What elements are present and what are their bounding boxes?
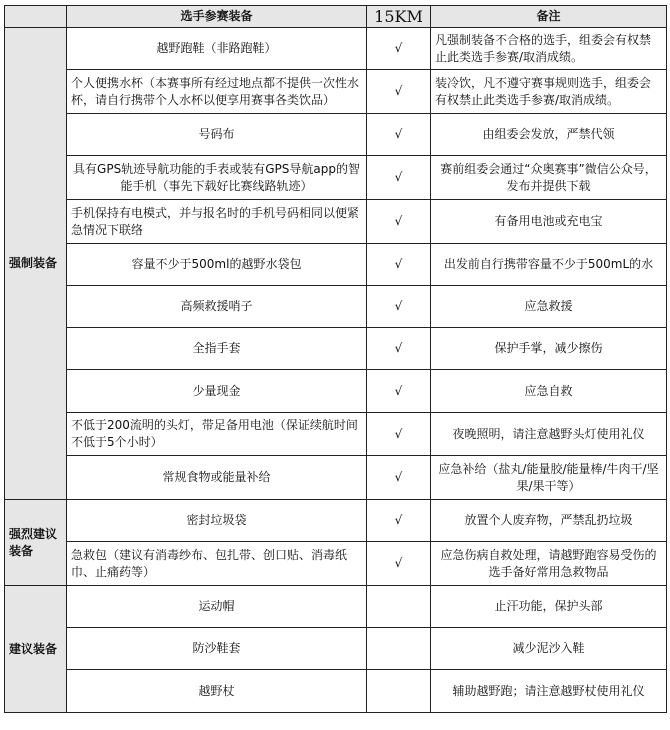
equipment-table — [4, 5, 667, 713]
category-strongly-recommended: 强烈建议装备 — [5, 500, 67, 586]
table-row — [5, 628, 667, 670]
note-cell: 由组委会发放，严禁代领 — [431, 114, 667, 156]
header-row — [5, 6, 667, 28]
check-cell: √ — [367, 413, 431, 456]
item-cell: 急救包（建议有消毒纱布、包扎带、创口贴、消毒纸巾、止痛药等） — [67, 542, 367, 586]
table-row — [5, 500, 667, 542]
note-cell: 夜晚照明，请注意越野头灯使用礼仪 — [431, 413, 667, 456]
check-cell: √ — [367, 456, 431, 500]
check-cell: √ — [367, 244, 431, 286]
check-cell — [367, 628, 431, 670]
check-cell: √ — [367, 70, 431, 114]
table-row — [5, 244, 667, 286]
note-cell: 应急补给（盐丸/能量胶/能量棒/牛肉干/坚果/果干等） — [431, 456, 667, 500]
header-distance: 15KM — [367, 6, 431, 28]
check-cell: √ — [367, 156, 431, 200]
check-cell — [367, 586, 431, 628]
item-cell: 越野杖 — [67, 670, 367, 713]
item-cell: 个人便携水杯（本赛事所有经过地点都不提供一次性水杯，请自行携带个人水杯以便享用赛事各类饮品） — [67, 70, 367, 114]
item-cell: 具有GPS轨迹导航功能的手表或装有GPS导航app的智能手机（事先下载好比赛线路轨迹） — [67, 156, 367, 200]
header-note: 备注 — [431, 6, 667, 28]
header-blank — [5, 6, 67, 28]
table-row — [5, 370, 667, 413]
table-row — [5, 70, 667, 114]
note-cell: 应急伤病自救处理，请越野跑容易受伤的选手备好常用急救物品 — [431, 542, 667, 586]
table-row — [5, 114, 667, 156]
note-cell: 止汗功能，保护头部 — [431, 586, 667, 628]
item-cell: 防沙鞋套 — [67, 628, 367, 670]
item-cell: 密封垃圾袋 — [67, 500, 367, 542]
table-row — [5, 286, 667, 328]
check-cell: √ — [367, 200, 431, 244]
item-cell: 高频救援哨子 — [67, 286, 367, 328]
item-cell: 手机保持有电模式，并与报名时的手机号码相同以便紧急情况下联络 — [67, 200, 367, 244]
table-row — [5, 328, 667, 370]
note-cell: 装冷饮，凡不遵守赛事规则选手，组委会有权禁止此类选手参赛/取消成绩。 — [431, 70, 667, 114]
item-cell: 全指手套 — [67, 328, 367, 370]
check-cell: √ — [367, 542, 431, 586]
check-cell: √ — [367, 114, 431, 156]
check-cell: √ — [367, 500, 431, 542]
table-row — [5, 28, 667, 70]
note-cell: 应急救援 — [431, 286, 667, 328]
table-row — [5, 586, 667, 628]
note-cell: 放置个人废弃物，严禁乱扔垃圾 — [431, 500, 667, 542]
note-cell: 凡强制装备不合格的选手，组委会有权禁止此类选手参赛/取消成绩。 — [431, 28, 667, 70]
note-cell: 出发前自行携带容量不少于500mL的水 — [431, 244, 667, 286]
table-row — [5, 670, 667, 713]
note-cell: 减少泥沙入鞋 — [431, 628, 667, 670]
table-row — [5, 456, 667, 500]
check-cell: √ — [367, 328, 431, 370]
category-mandatory: 强制装备 — [5, 28, 67, 500]
table-row — [5, 156, 667, 200]
note-cell: 辅助越野跑；请注意越野杖使用礼仪 — [431, 670, 667, 713]
note-cell: 应急自救 — [431, 370, 667, 413]
table-row — [5, 542, 667, 586]
item-cell: 容量不少于500ml的越野水袋包 — [67, 244, 367, 286]
item-cell: 常规食物或能量补给 — [67, 456, 367, 500]
item-cell: 号码布 — [67, 114, 367, 156]
check-cell: √ — [367, 286, 431, 328]
item-cell: 运动帽 — [67, 586, 367, 628]
header-item: 选手参赛装备 — [67, 6, 367, 28]
check-cell: √ — [367, 28, 431, 70]
category-recommended: 建议装备 — [5, 586, 67, 713]
check-cell: √ — [367, 370, 431, 413]
item-cell: 少量现金 — [67, 370, 367, 413]
item-cell: 不低于200流明的头灯，带足备用电池（保证续航时间不低于5个小时） — [67, 413, 367, 456]
table-row — [5, 200, 667, 244]
table-row — [5, 413, 667, 456]
note-cell: 保护手掌，减少擦伤 — [431, 328, 667, 370]
check-cell — [367, 670, 431, 713]
note-cell: 赛前组委会通过“众奥赛事”微信公众号，发布并提供下载 — [431, 156, 667, 200]
item-cell: 越野跑鞋（非路跑鞋） — [67, 28, 367, 70]
note-cell: 有备用电池或充电宝 — [431, 200, 667, 244]
